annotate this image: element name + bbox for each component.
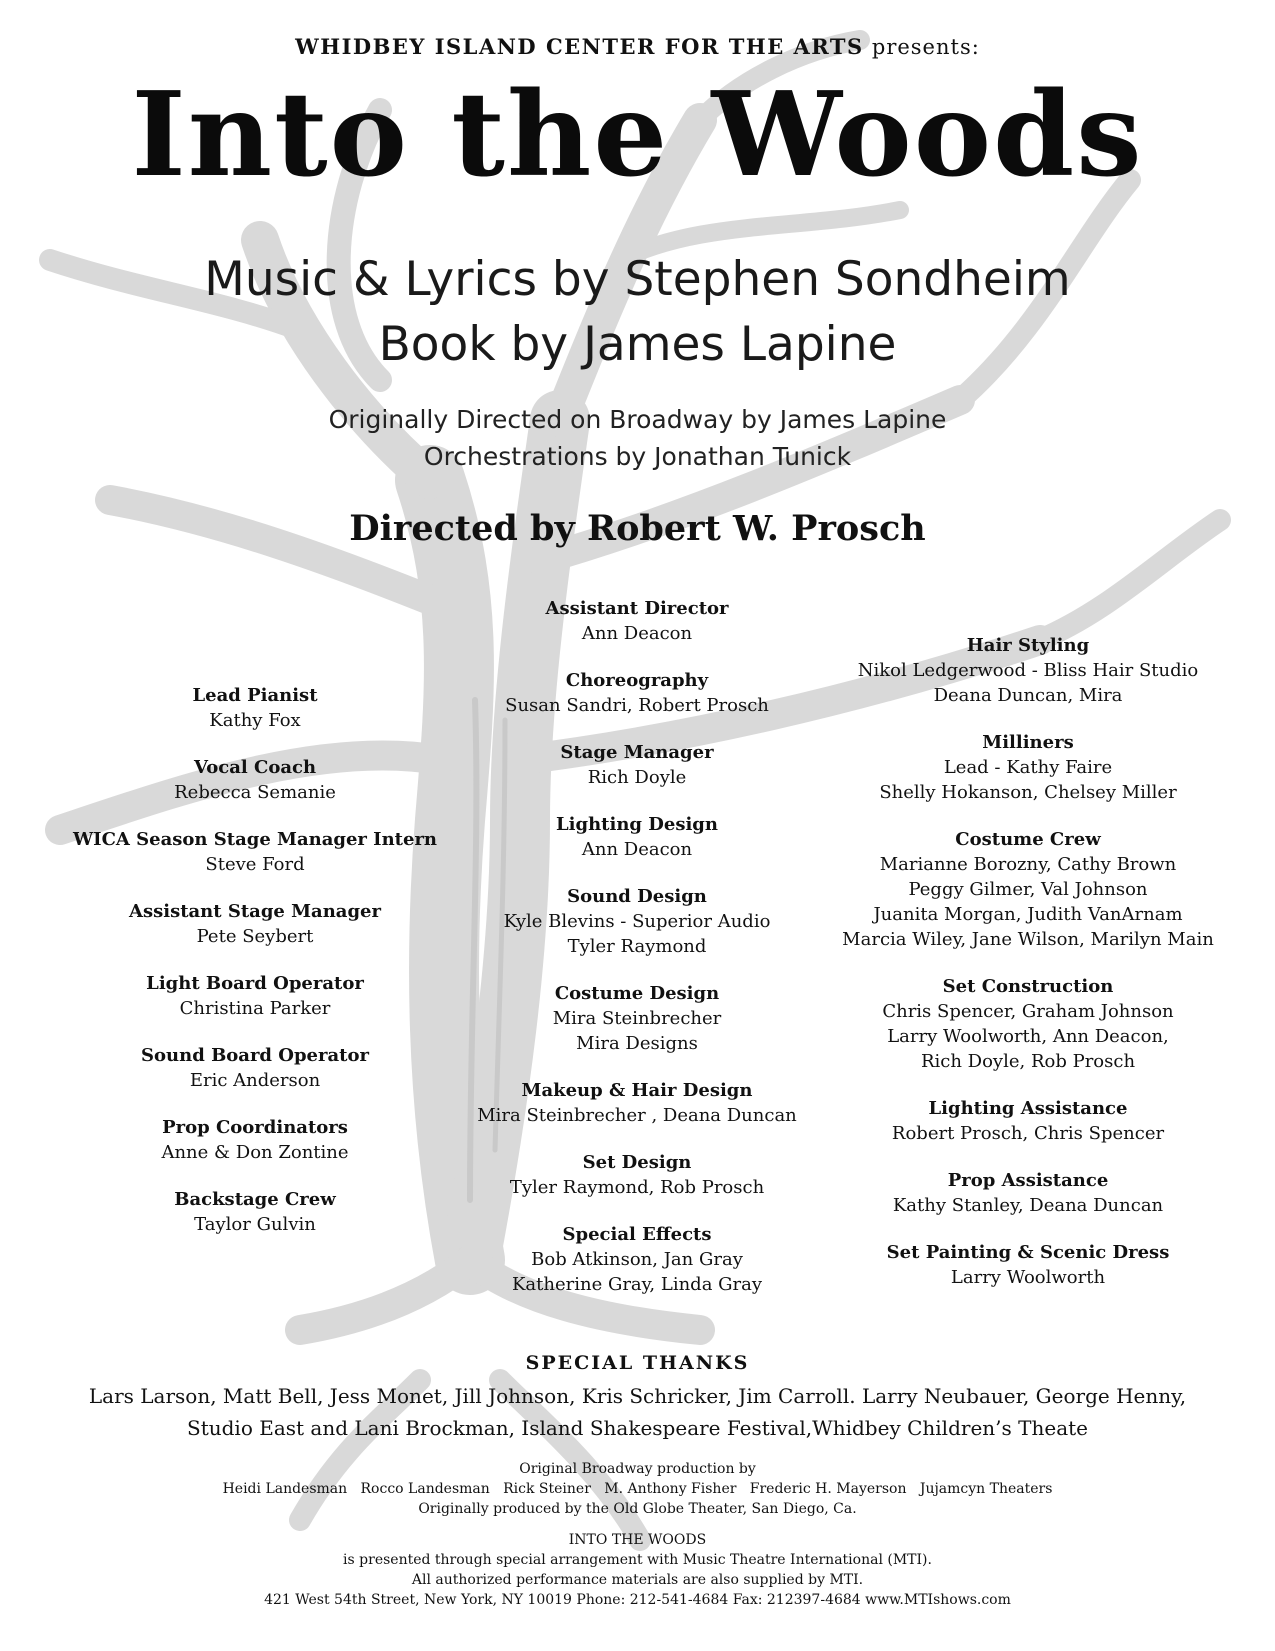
broadway-production-credit: Original Broadway production by [519,1461,756,1477]
crew-role-title: Set Design [582,1152,692,1173]
crew-role-title: Assistant Director [545,598,729,619]
crew-role-title: Milliners [982,732,1074,753]
license-materials: All authorized performance materials are also supplied by MTI. [411,1572,864,1588]
director-credit: Directed by Robert W. Prosch [349,508,926,549]
crew-column-left [45,683,465,1259]
crew-role-title: Lighting Design [556,814,718,835]
crew-credit [45,1187,465,1237]
presenter-name: WHIDBEY ISLAND CENTER FOR THE ARTS [295,34,864,59]
crew-role-names: Kathy Stanley, Deana Duncan [892,1195,1164,1216]
crew-role-names: Eric Anderson [189,1070,321,1091]
crew-role-title: Prop Coordinators [162,1117,348,1138]
crew-role-names: Nikol Ledgerwood - Bliss Hair Studio Deana Duncan, Mira [857,660,1199,706]
crew-role-names: Ann Deacon [581,623,693,644]
crew-credit [427,884,847,959]
crew-role-title: WICA Season Stage Manager Intern [72,829,438,850]
crew-credit [427,1222,847,1297]
crew-credit [45,971,465,1021]
original-direction-credit: Originally Directed on Broadway by James Lapine [328,405,947,434]
crew-role-title: Lead Pianist [192,685,318,706]
crew-credit [818,730,1238,805]
crew-credit [818,633,1238,708]
crew-credit [427,668,847,718]
crew-role-title: Costume Crew [955,829,1101,850]
crew-role-names: Rich Doyle [587,767,687,788]
license-address: 421 West 54th Street, New York, NY 10019 Phone: 212-541-4684 Fax: 212397-4684 www.MTIshows.com [264,1592,1011,1608]
book-credit: Book by James Lapine [378,317,897,372]
crew-credit [45,1043,465,1093]
crew-role-title: Prop Assistance [947,1170,1109,1191]
crew-credit [45,899,465,949]
crew-credit [45,827,465,877]
crew-role-names: Robert Prosch, Chris Spencer [891,1123,1165,1144]
crew-credit [427,981,847,1056]
crew-role-names: Kathy Fox [209,710,301,731]
crew-role-names: Anne & Don Zontine [161,1142,349,1163]
crew-role-names: Lead - Kathy Faire Shelly Hokanson, Chelsey Miller [879,757,1177,803]
crew-credit [427,1078,847,1128]
crew-credit [427,1150,847,1200]
special-thanks-line: Lars Larson, Matt Bell, Jess Monet, Jill Johnson, Kris Schricker, Jim Carroll. Larry Neubauer, George Henny, [88,1384,1187,1408]
crew-role-names: Mira Steinbrecher , Deana Duncan [477,1105,797,1126]
crew-role-names: Tyler Raymond, Rob Prosch [509,1177,765,1198]
crew-role-names: Taylor Gulvin [194,1214,316,1235]
old-globe-credit: Originally produced by the Old Globe Theater, San Diego, Ca. [418,1501,857,1517]
crew-column-right [818,633,1238,1312]
crew-role-names: Susan Sandri, Robert Prosch [505,695,769,716]
crew-role-names: Rebecca Semanie [174,782,336,803]
crew-role-names: Larry Woolworth [950,1267,1106,1288]
special-thanks-list [60,1380,1215,1444]
orchestrations-credit: Orchestrations by Jonathan Tunick [423,442,852,471]
presenter-line [0,34,1275,59]
crew-role-title: Makeup & Hair Design [521,1080,753,1101]
crew-role-title: Light Board Operator [146,973,364,994]
license-arrangement: is presented through special arrangement with Music Theatre International (MTI). [343,1552,932,1568]
crew-role-title: Set Construction [942,976,1114,997]
crew-role-names: Ann Deacon [581,839,693,860]
crew-credit [45,1115,465,1165]
crew-credit [818,974,1238,1074]
crew-credit [427,812,847,862]
crew-role-title: Choreography [565,670,709,691]
crew-role-title: Stage Manager [560,742,714,763]
show-title: Into the Woods [131,67,1144,203]
crew-role-names: Marianne Borozny, Cathy Brown Peggy Gilmer, Val Johnson Juanita Morgan, Judith VanArnam Marcia Wiley, Jane Wilson, Marilyn Main [842,854,1214,950]
crew-role-title: Hair Styling [966,635,1090,656]
presents-text: presents: [871,35,980,59]
crew-credit [427,740,847,790]
crew-credit [818,827,1238,952]
crew-role-names: Bob Atkinson, Jan Gray Katherine Gray, Linda Gray [511,1249,763,1295]
crew-role-title: Sound Board Operator [141,1045,369,1066]
crew-role-names: Pete Seybert [196,926,314,947]
crew-credit [818,1168,1238,1218]
crew-role-title: Lighting Assistance [928,1098,1128,1119]
crew-role-title: Backstage Crew [174,1189,336,1210]
crew-role-title: Set Painting & Scenic Dress [886,1242,1170,1263]
broadway-producers: Heidi Landesman Rocco Landesman Rick Steiner M. Anthony Fisher Frederic H. Mayerson Jujamcyn Theaters [222,1481,1053,1497]
crew-role-title: Special Effects [562,1224,712,1245]
crew-role-names: Chris Spencer, Graham Johnson Larry Woolworth, Ann Deacon, Rich Doyle, Rob Prosch [882,1001,1174,1072]
crew-role-title: Assistant Stage Manager [129,901,381,922]
crew-role-title: Vocal Coach [193,757,317,778]
crew-role-names: Steve Ford [205,854,305,875]
crew-credit [818,1240,1238,1290]
crew-credit [818,1096,1238,1146]
crew-role-names: Christina Parker [179,998,331,1019]
crew-role-names: Mira Steinbrecher Mira Designs [552,1008,722,1054]
crew-role-title: Sound Design [567,886,707,907]
special-thanks-heading: SPECIAL THANKS [525,1352,750,1374]
crew-column-center [427,596,847,1319]
crew-role-title: Costume Design [554,983,720,1004]
music-lyrics-credit: Music & Lyrics by Stephen Sondheim [204,252,1071,307]
crew-credit [45,683,465,733]
special-thanks-line: Studio East and Lani Brockman, Island Shakespeare Festival,Whidbey Children’s Theate [187,1416,1088,1440]
crew-role-names: Kyle Blevins - Superior Audio Tyler Raymond [503,911,771,957]
license-show-name: INTO THE WOODS [568,1532,707,1548]
crew-credit [45,755,465,805]
crew-credit [427,596,847,646]
